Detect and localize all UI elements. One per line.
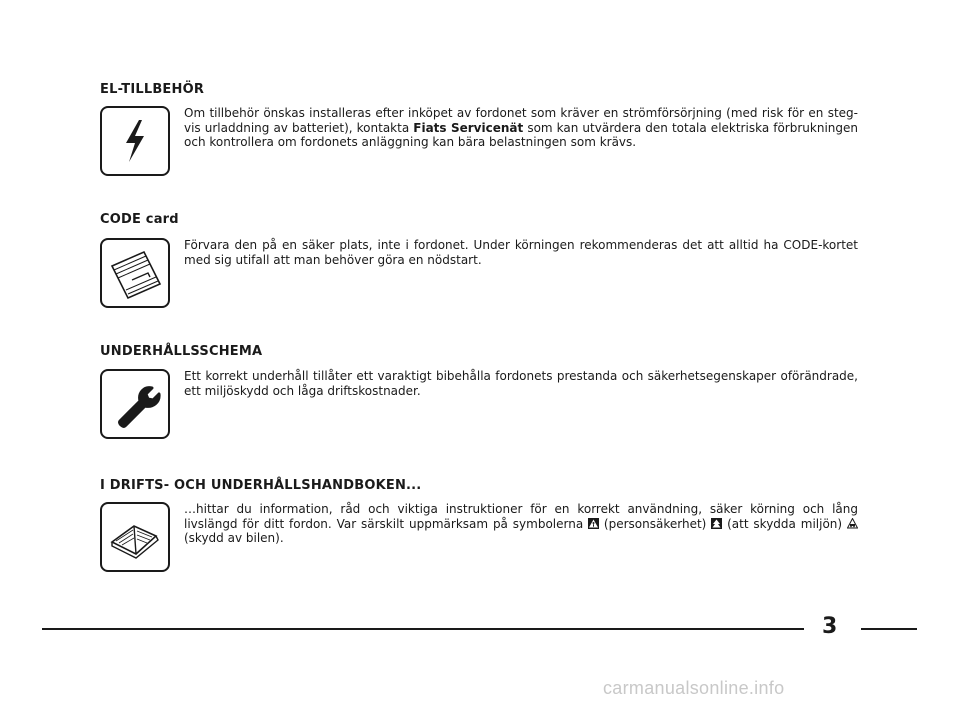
environment-symbol-icon bbox=[711, 518, 722, 529]
section-text-code-card: Förvara den på en säker plats, inte i fordonet. Under körningen rekommenderas det att alltid ha CODE-kortet med sig utifall att man behöver göra en nödstart. bbox=[184, 238, 858, 267]
section-title-underhallsschema: UNDERHÅLLSSCHEMA bbox=[100, 344, 263, 359]
footer-rule-left bbox=[42, 628, 804, 630]
text-part: …hittar du information, råd och viktiga instruktioner för en korrekt användning, säker körning och lång livslängd för ditt fordon. Var särskilt uppmärksam på symbolerna bbox=[184, 502, 858, 531]
wrench-icon bbox=[100, 369, 170, 439]
section-title-handboken: I DRIFTS- OCH UNDERHÅLLSHANDBOKEN... bbox=[100, 478, 422, 493]
open-book-icon bbox=[100, 502, 170, 572]
text-part: Om tillbehör önskas installeras efter inköpet av fordonet som kräver en strömförsörjning (med risk för en steg-vis urladdning av batteriet), kontakta bbox=[184, 106, 858, 135]
page-number: 3 bbox=[822, 614, 838, 639]
text-part: (att skydda miljön) bbox=[722, 516, 847, 531]
section-text-underhallsschema: Ett korrekt underhåll tillåter ett varaktigt bibehålla fordonets prestanda och säkerhetsegenskaper oförändrade, ett miljöskydd och låga driftskostnader. bbox=[184, 369, 858, 398]
lightning-bolt-icon bbox=[100, 106, 170, 176]
section-text-el-tillbehor bbox=[184, 106, 858, 150]
code-card-icon bbox=[100, 238, 170, 308]
car-protection-symbol-icon bbox=[847, 518, 858, 529]
section-text-handboken bbox=[184, 502, 858, 546]
footer-rule-right bbox=[861, 628, 917, 630]
person-safety-symbol-icon bbox=[588, 518, 599, 529]
text-part: som kan utvärdera den totala elektriska förbrukningen och kontrollera om fordonets anläggning kan bära belastningen som krävs. bbox=[184, 120, 858, 149]
section-title-el-tillbehor: EL-TILLBEHÖR bbox=[100, 82, 205, 97]
text-part: (skydd av bilen). bbox=[184, 531, 284, 545]
servicenat-bold: Fiats Servicenät bbox=[413, 120, 524, 135]
watermark: carmanualsonline.info bbox=[603, 678, 785, 698]
section-title-code-card: CODE card bbox=[100, 212, 179, 227]
text-part: (personsäkerhet) bbox=[599, 516, 712, 531]
